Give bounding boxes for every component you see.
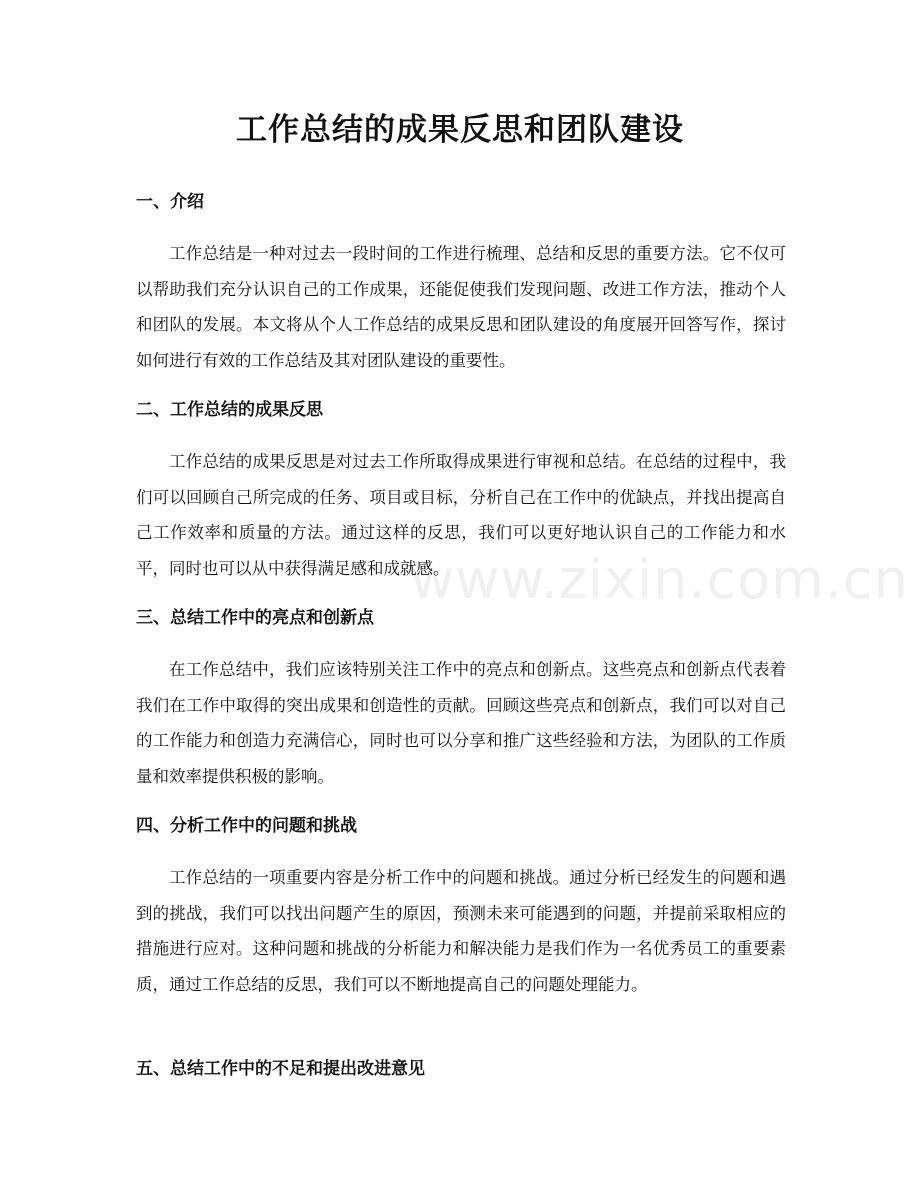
- section-paragraph: 工作总结的一项重要内容是分析工作中的问题和挑战。通过分析已经发生的问题和遇到的挑战，我们可以找出问题产生的原因，预测未来可能遇到的问题，并提前采取相应的措施进行应对。这种问题和挑战的分析能力和解决能力是我们作为一名优秀员工的重要素质，通过工作总结的反思，我们可以不断地提高自己的问题处理能力。: [136, 868, 786, 994]
- section-heading: 一、介绍: [136, 192, 204, 212]
- watermark: www.zixin.com.cn: [410, 548, 909, 611]
- section-results-reflection: [136, 398, 786, 586]
- section-shortcomings-improvements: [136, 1057, 786, 1081]
- section-heading: 五、总结工作中的不足和提出改进意见: [136, 1059, 425, 1079]
- section-highlights-innovation: [136, 606, 786, 794]
- section-paragraph: 工作总结是一种对过去一段时间的工作进行梳理、总结和反思的重要方法。它不仅可以帮助我们充分认识自己的工作成果，还能促使我们发现问题、改进工作方法，推动个人和团队的发展。本文将从个人工作总结的成果反思和团队建设的角度展开回答写作，探讨如何进行有效的工作总结及其对团队建设的重要性。: [136, 244, 786, 370]
- section-paragraph: 工作总结的成果反思是对过去工作所取得成果进行审视和总结。在总结的过程中，我们可以回顾自己所完成的任务、项目或目标，分析自己在工作中的优缺点，并找出提高自己工作效率和质量的方法。通过这样的反思，我们可以更好地认识自己的工作能力和水平，同时也可以从中获得满足感和成就感。: [136, 452, 786, 578]
- section-heading: 四、分析工作中的问题和挑战: [136, 816, 357, 836]
- page-title: 工作总结的成果反思和团队建设: [236, 112, 684, 148]
- section-heading: 三、总结工作中的亮点和创新点: [136, 608, 374, 628]
- section-paragraph: 在工作总结中，我们应该特别关注工作中的亮点和创新点。这些亮点和创新点代表着我们在工作中取得的突出成果和创造性的贡献。回顾这些亮点和创新点，我们可以对自己的工作能力和创造力充满信心，同时也可以分享和推广这些经验和方法，为团队的工作质量和效率提供积极的影响。: [136, 660, 786, 786]
- section-heading: 二、工作总结的成果反思: [136, 400, 323, 420]
- section-problems-challenges: [136, 814, 786, 1002]
- section-introduction: [136, 190, 786, 378]
